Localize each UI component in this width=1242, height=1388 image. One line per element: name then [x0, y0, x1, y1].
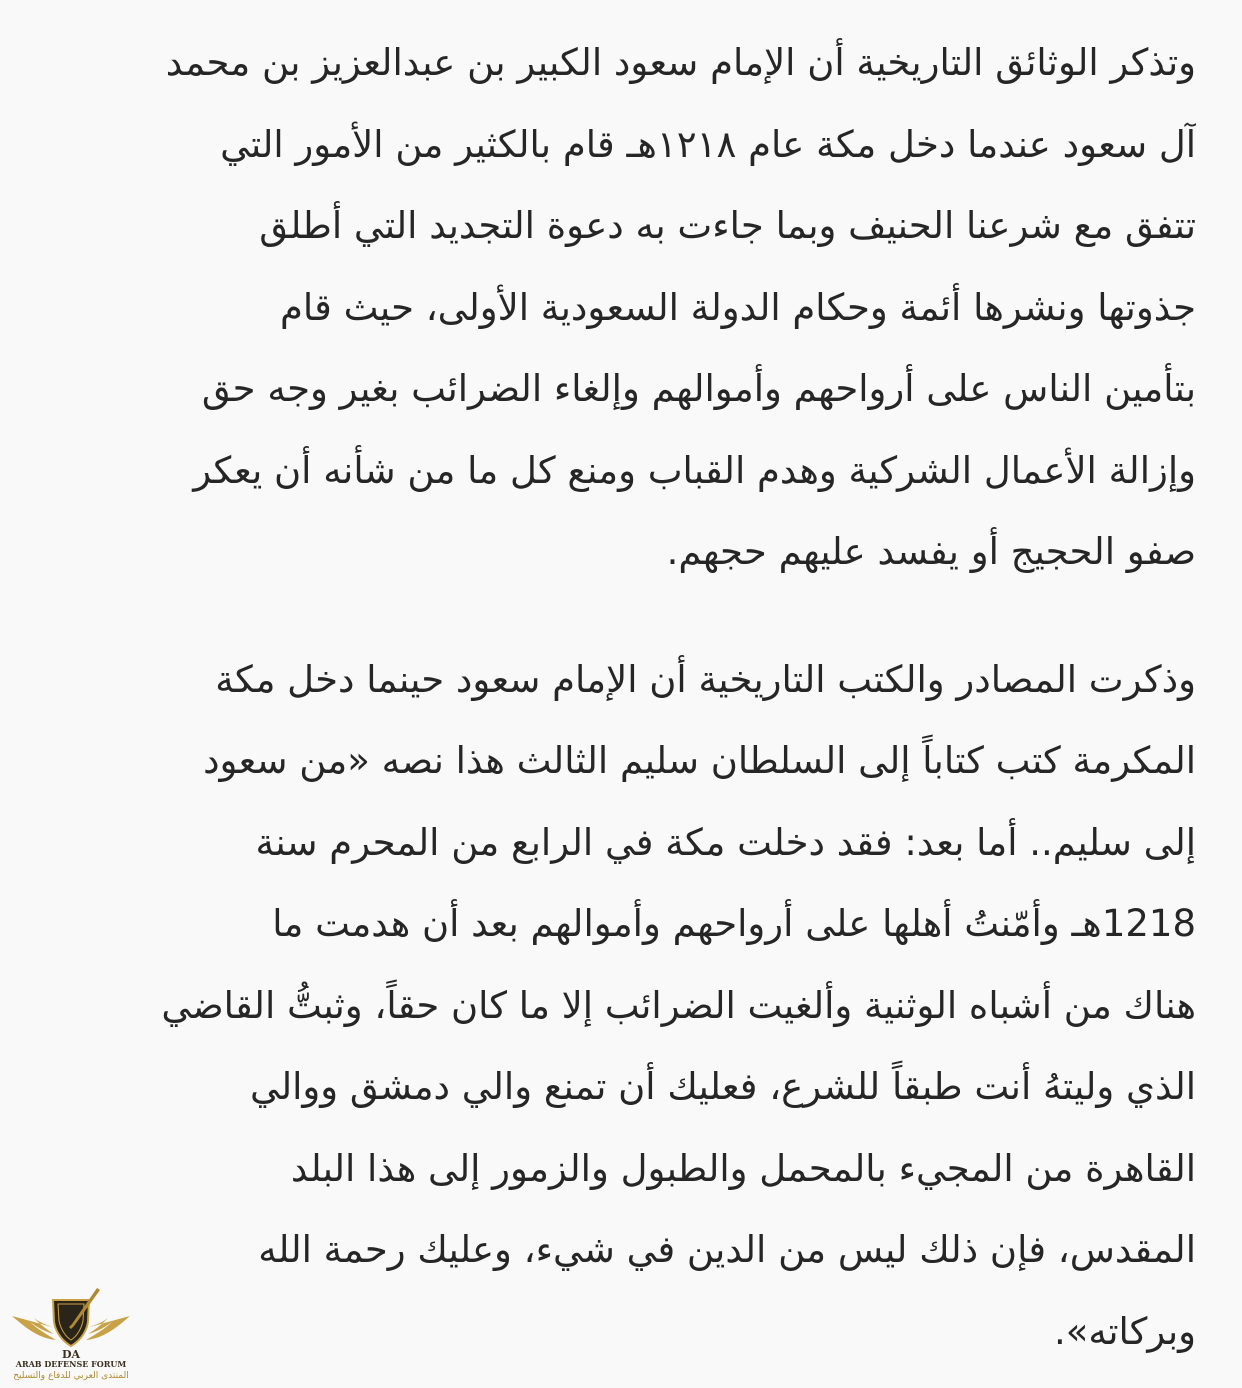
- text-line: وتذكر الوثائق التاريخية أن الإمام سعود الكبير بن عبدالعزيز بن محمد: [165, 41, 1196, 84]
- article-body: [40, 22, 1196, 1372]
- text-line: صفو الحجيج أو يفسد عليهم حجهم.: [666, 530, 1196, 573]
- text-line: هناك من أشباه الوثنية وألغيت الضرائب إلا ما كان حقاً، وثبتُّ القاضي: [161, 983, 1196, 1027]
- logo-name-en: ARAB DEFENSE FORUM: [15, 1359, 127, 1369]
- text-line: المقدس، فإن ذلك ليس من الدين في شيء، وعليك رحمة الله: [258, 1228, 1196, 1271]
- shield-wings-icon: [8, 1288, 134, 1360]
- left-wing-icon: [12, 1316, 56, 1340]
- text-line: بتأمين الناس على أرواحهم وأموالهم وإلغاء الضرائب بغير وجه حق: [201, 367, 1196, 410]
- text-line: 1218هـ وأمّنتُ أهلها على أرواحهم وأموالهم بعد أن هدمت ما: [272, 902, 1196, 945]
- text-line: وذكرت المصادر والكتب التاريخية أن الإمام سعود حينما دخل مكة: [215, 657, 1196, 701]
- paragraph-gap: [40, 593, 1196, 639]
- text-line: وبركاته».: [1053, 1309, 1196, 1353]
- logo-monogram: DA: [61, 1348, 81, 1360]
- text-line: جذوتها ونشرها أئمة وحكام الدولة السعودية الأولى، حيث قام: [279, 285, 1196, 329]
- text-line: الذي وليتهُ أنت طبقاً للشرع، فعليك أن تمنع والي دمشق ووالي: [249, 1065, 1196, 1108]
- right-wing-icon: [86, 1316, 130, 1340]
- text-line: وإزالة الأعمال الشركية وهدم القباب ومنع كل ما من شأنه أن يعكر: [193, 448, 1196, 492]
- text-line: المكرمة كتب كتاباً إلى السلطان سليم الثالث هذا نصه «من سعود: [203, 739, 1196, 782]
- text-line: القاهرة من المجيء بالمحمل والطبول والزمور إلى هذا البلد: [290, 1146, 1196, 1190]
- text-line: إلى سليم.. أما بعد: فقد دخلت مكة في الرابع من المحرم سنة: [255, 820, 1196, 864]
- forum-watermark-logo: [8, 1288, 134, 1384]
- paragraph-1: [40, 22, 1196, 593]
- text-line: تتفق مع شرعنا الحنيف وبما جاءت به دعوة التجديد التي أطلق: [259, 204, 1196, 247]
- paragraph-2: [40, 639, 1196, 1373]
- logo-name-ar: المنتدى العربي للدفاع والتسليح: [13, 1371, 129, 1381]
- text-line: آل سعود عندما دخل مكة عام ١٢١٨هـ قام بالكثير من الأمور التي: [220, 122, 1196, 166]
